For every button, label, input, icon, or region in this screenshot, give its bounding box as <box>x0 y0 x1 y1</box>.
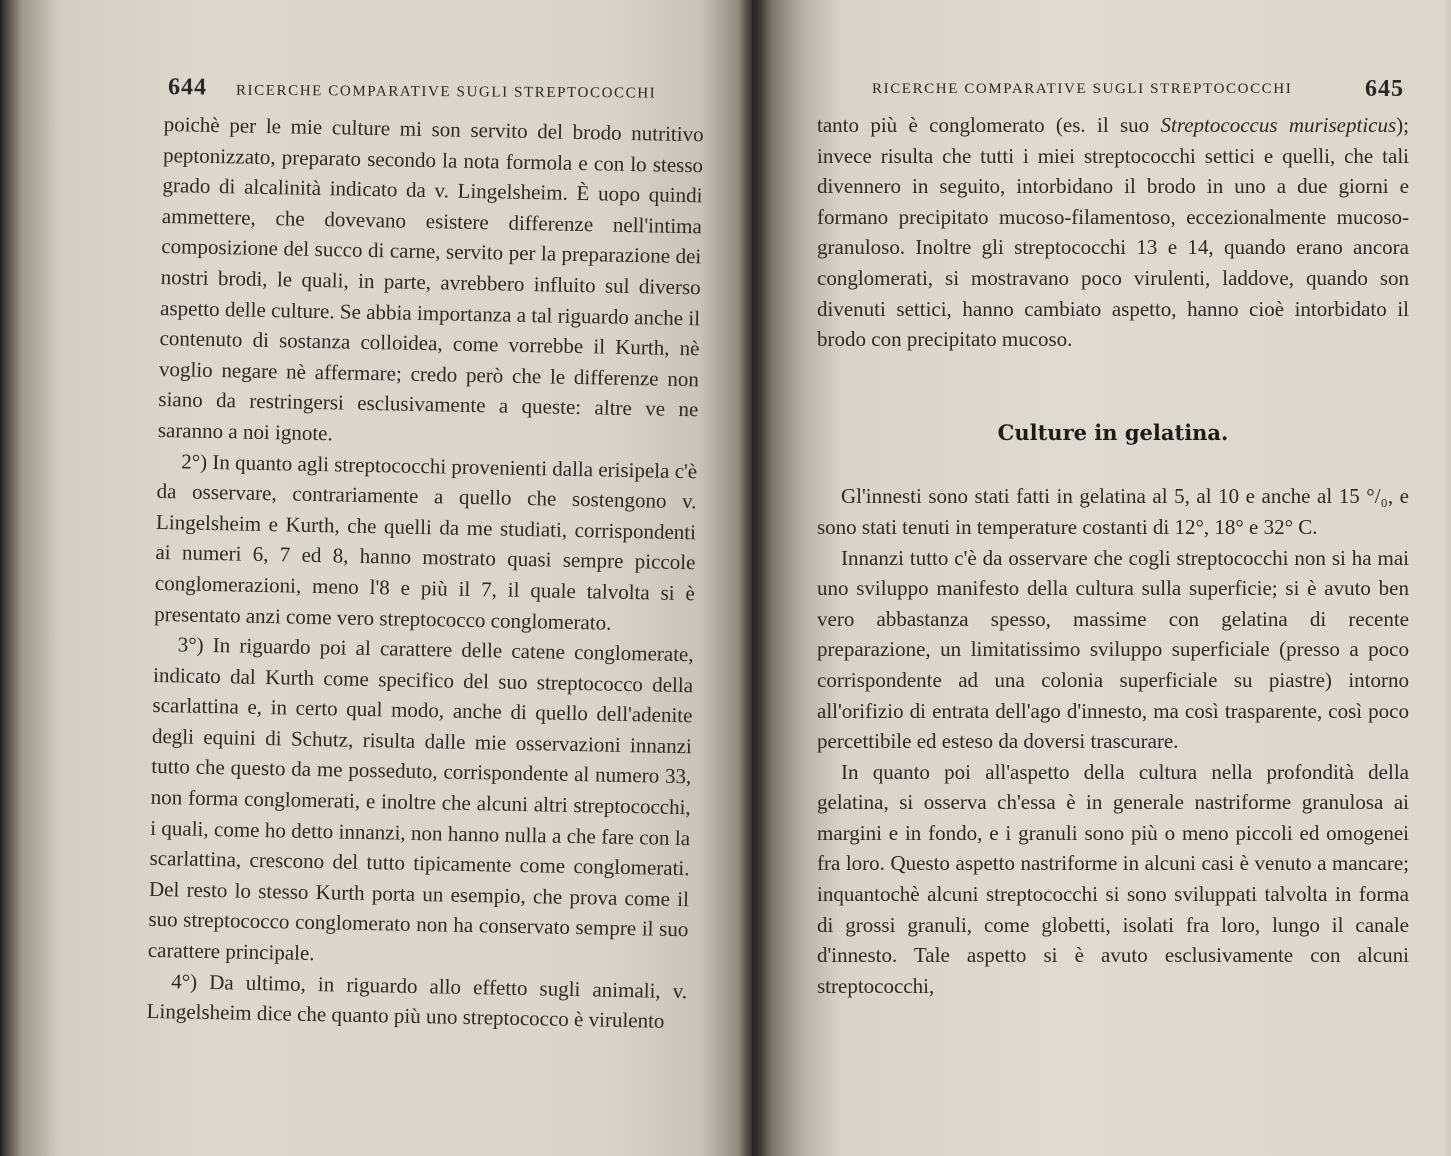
left-page-body <box>146 109 704 1037</box>
right-page-header <box>872 75 1412 103</box>
right-intro-paragraph <box>817 110 1409 355</box>
right-page-number: 645 <box>1365 76 1404 102</box>
left-paragraph-3: 3°) In riguardo poi al carattere delle catene conglomerate, indicato dal Kurth come specifico del suo streptococco della scarlattina e, in certo qual modo, anche di quello dell'adenite degli equini di Schutz, risulta dalle mie osservazioni innanzi tutto che questo da me posseduto, corrispondente al numero 33, non forma conglomerati, e inoltre che alcuni altri streptococchi, i quali, come ho detto innanzi, non hanno nulla a che fare con la scarlattina, crescono del tutto tipicamente come conglomerati. Del resto lo stesso Kurth porta un esempio, che prova come il suo streptococco conglomerato non ha conservato sempre il suo carattere principale. <box>147 632 694 966</box>
left-paragraph-2: 2°) In quanto agli streptococchi provenienti dalla erisipela c'è da osservare, contrariamente a quello che sostengono v. Lingelsheim e Kurth, che quelli da me studiati, corrispondenti ai numeri 6, 7 ed 8, hanno mostrato quasi sempre piccole conglomerazioni, meno l'8 e più il 7, il quale talvolta si è presentato anzi come vero streptococco conglomerato. <box>154 448 698 635</box>
intro-text-before: tanto più è conglomerato (es. il suo <box>817 113 1161 137</box>
book-gutter <box>738 0 772 1156</box>
left-page-header <box>168 73 688 105</box>
left-running-title: RICERCHE COMPARATIVE SUGLI STREPTOCOCCHI <box>235 82 657 102</box>
right-page <box>752 0 1451 1156</box>
right-running-title: RICERCHE COMPARATIVE SUGLI STREPTOCOCCHI <box>872 81 1293 97</box>
right-page-body <box>817 110 1409 1001</box>
species-name: Streptococcus murisepticus <box>1160 113 1397 137</box>
right-paragraph-1: Gl'innesti sono stati fatti in gelatina al 5, al 10 e anche al 15 °/₀, e sono stati tenuti in temperature costanti di 12°, 18° e 32° C. <box>817 484 1409 539</box>
section-heading: Culture in gelatina. <box>997 419 1229 445</box>
left-page-number: 644 <box>167 74 208 101</box>
right-paragraph-3: In quanto poi all'aspetto della cultura nella profondità della gelatina, si osserva ch'essa è in generale nastriforme granulosa ai margini e in fondo, e i granuli sono più o meno piccoli ed omogenei fra loro. Questo aspetto nastriforme in alcuni casi è venuto a mancare; inquantochè alcuni streptococchi si sono sviluppati talvolta in forma di grossi granuli, come globetti, isolati fra loro, lungo il canale d'innesto. Tale aspetto si è avuto esclusivamente con alcuni streptococchi, <box>817 759 1409 998</box>
right-paragraph-2: Innanzi tutto c'è da osservare che cogli streptococchi non si ha mai uno sviluppo manifesto della cultura sulla superficie; si è avuto ben vero abbastanza spesso, massime con gelatina di recente preparazione, un limitatissimo sviluppo superficiale (presso a poco corrispondente ad una colonia superficiale su piastre) intorno all'orifizio di entrata dell'ago d'innesto, ma così trasparente, così poco percettibile ed esteso da doversi trascurare. <box>817 545 1409 754</box>
left-paragraph-1: poichè per le mie culture mi son servito del brodo nutritivo peptonizzato, preparato secondo la nota formola e con lo stesso grado di alcalinità indicato da v. Lingelsheim. È uopo quindi ammettere, che dovevano esistere differenze nell'intima composizione del succo di carne, servito per la preparazione dei nostri brodi, le quali, in parte, avrebbero influito sul diverso aspetto delle culture. Se abbia importanza a tal riguardo anche il contenuto di sostanza colloidea, come vorrebbe il Kurth, nè voglio negare nè affermare; credo però che le differenze non siano da restringersi esclusivamente a queste: altre ve ne saranno a noi ignote. <box>157 111 704 446</box>
left-paragraph-4: 4°) Da ultimo, in riguardo allo effetto sugli animali, v. Lingelsheim dice che quanto più uno streptococco è virulento <box>146 968 688 1033</box>
intro-text-after: ); invece risulta che tutti i miei streptococchi settici e quelli, che tali divennero in seguito, intorbidano il brodo in uno a due giorni e formano precipitato mucoso-filamentoso, eccezionalmente mucoso-granuloso. Inoltre gli streptococchi 13 e 14, quando erano ancora conglomerati, si mostravano poco virulenti, laddove, quando son divenuti settici, hanno cambiato aspetto, hanno cioè intorbidato il brodo con precipitato mucoso. <box>817 113 1409 352</box>
